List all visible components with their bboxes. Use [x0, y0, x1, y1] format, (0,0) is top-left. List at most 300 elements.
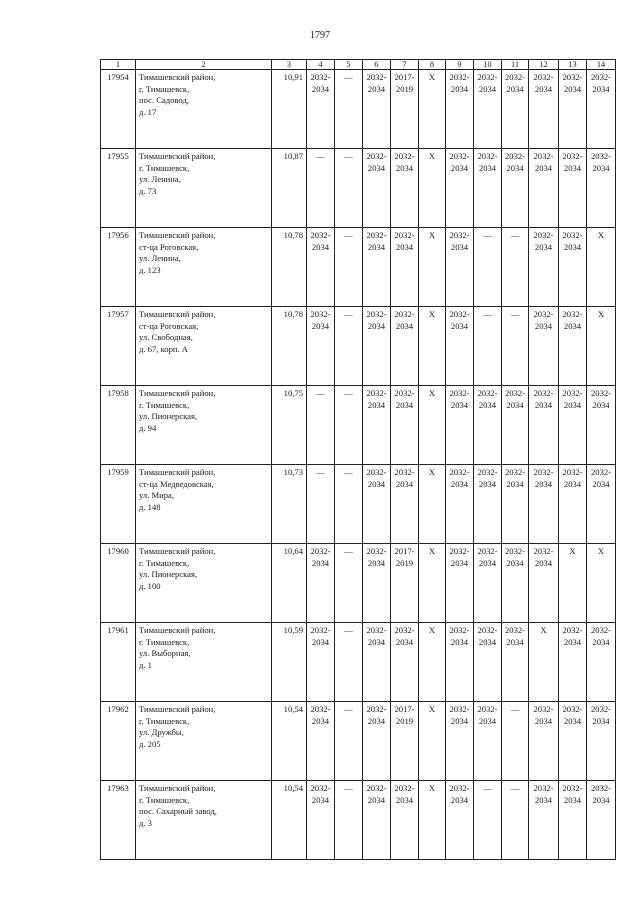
period-cell	[363, 544, 391, 623]
period-cell	[502, 386, 529, 465]
period-cell	[474, 702, 502, 781]
area-cell: 10,73	[272, 465, 307, 544]
column-header: 10	[474, 60, 502, 70]
address-cell	[136, 465, 272, 544]
record-number: 17954	[101, 70, 136, 149]
address-cell	[136, 307, 272, 386]
area-cell: 10,75	[272, 386, 307, 465]
period-value: —	[510, 309, 520, 319]
period-cell	[307, 70, 335, 149]
period-value: 2032-	[449, 230, 470, 240]
table-row	[101, 702, 616, 781]
period-cell	[502, 623, 529, 702]
address-line: ул. Дружбы,	[139, 727, 184, 737]
period-cell	[587, 544, 616, 623]
address-line: д. 1	[139, 659, 152, 670]
period-cell	[529, 149, 559, 228]
period-value: 2034	[534, 162, 553, 173]
period-cell	[559, 228, 587, 307]
period-value: 2032-	[562, 151, 583, 161]
period-value: 2032-	[394, 625, 415, 635]
period-cell	[559, 386, 587, 465]
period-value: 2034	[478, 162, 497, 173]
column-header: 13	[559, 60, 587, 70]
period-value: 2032-	[477, 72, 498, 82]
period-value: 2034	[563, 478, 582, 489]
address-line: ул. Свободная,	[139, 332, 193, 342]
period-value: 2034	[478, 83, 497, 94]
period-value: 2032-	[533, 783, 554, 793]
period-value: 2032-	[394, 230, 415, 240]
period-cell	[335, 386, 363, 465]
period-value: 2034	[534, 557, 553, 568]
period-value: 2034	[506, 557, 524, 568]
period-cell	[502, 307, 529, 386]
period-value: 2032-	[504, 467, 526, 477]
period-value: 2032-	[366, 783, 387, 793]
address-line: Тимашевский район,	[139, 151, 216, 161]
period-value: —	[344, 230, 353, 240]
period-cell	[587, 307, 616, 386]
address-cell	[136, 228, 272, 307]
period-cell	[363, 465, 391, 544]
period-value: 2032-	[477, 546, 498, 556]
period-value: —	[316, 151, 325, 161]
table-row	[101, 623, 616, 702]
period-cell	[335, 307, 363, 386]
table-row	[101, 228, 616, 307]
period-value: 2032-	[590, 625, 612, 635]
period-cell	[307, 544, 335, 623]
period-cell	[559, 544, 587, 623]
address-line: д. 100	[139, 580, 161, 591]
period-value: 2034	[592, 636, 610, 647]
period-cell	[419, 465, 446, 544]
period-value: 2034	[367, 83, 386, 94]
period-value: 2034	[478, 478, 497, 489]
period-cell	[335, 544, 363, 623]
period-value: 2034	[478, 399, 497, 410]
period-cell	[474, 228, 502, 307]
address-line: пос. Садовод,	[139, 95, 190, 105]
period-cell	[446, 307, 474, 386]
record-number: 17961	[101, 623, 136, 702]
period-cell	[419, 228, 446, 307]
period-cell	[587, 149, 616, 228]
period-cell	[587, 386, 616, 465]
period-cell	[529, 307, 559, 386]
period-value: 2017-	[394, 546, 415, 556]
period-value: 2032-	[366, 625, 387, 635]
period-value: X	[428, 309, 436, 319]
period-value: 2032-	[533, 704, 554, 714]
period-value: 2034	[450, 83, 469, 94]
period-value: 2034	[367, 162, 386, 173]
period-cell	[474, 307, 502, 386]
period-value: 2032-	[366, 546, 387, 556]
period-cell	[307, 149, 335, 228]
address-line: ст-ца Роговская,	[139, 241, 199, 252]
period-value: 2034	[450, 636, 469, 647]
address-line: Тимашевский район,	[139, 388, 216, 398]
period-value: 2032-	[590, 151, 612, 161]
period-value: 2034	[395, 636, 414, 647]
period-value: 2034	[367, 794, 386, 805]
period-value: X	[428, 151, 436, 161]
period-cell	[335, 70, 363, 149]
period-value: 2032-	[533, 230, 554, 240]
period-cell	[474, 781, 502, 860]
period-value: 2034	[563, 241, 582, 252]
column-header: 1	[101, 60, 136, 70]
period-value: 2032-	[366, 230, 387, 240]
address-cell	[136, 623, 272, 702]
period-value: 2032-	[477, 151, 498, 161]
period-cell	[307, 386, 335, 465]
period-value: 2017-	[394, 704, 415, 714]
address-line: д. 148	[139, 501, 161, 512]
period-value: 2032-	[504, 625, 526, 635]
period-cell	[391, 70, 419, 149]
period-value: 2032-	[449, 151, 470, 161]
period-cell	[419, 70, 446, 149]
period-cell	[446, 386, 474, 465]
period-cell	[587, 228, 616, 307]
column-header: 5	[335, 60, 363, 70]
period-cell	[391, 702, 419, 781]
record-number: 17957	[101, 307, 136, 386]
record-number: 17962	[101, 702, 136, 781]
period-value: 2032-	[533, 151, 554, 161]
period-value: 2034	[311, 241, 330, 252]
period-cell	[391, 307, 419, 386]
period-value: 2032-	[394, 309, 415, 319]
period-value: 2032-	[477, 625, 498, 635]
period-cell	[474, 465, 502, 544]
period-value: 2032-	[504, 72, 526, 82]
period-cell	[335, 228, 363, 307]
period-value: 2034	[506, 162, 524, 173]
period-value: —	[344, 783, 353, 793]
period-value: 2032-	[477, 704, 498, 714]
address-line: ул. Мира,	[139, 490, 175, 500]
period-cell	[446, 228, 474, 307]
period-value: 2034	[450, 162, 469, 173]
period-value: 2032-	[504, 388, 526, 398]
period-cell	[559, 623, 587, 702]
period-value: 2032-	[477, 467, 498, 477]
period-cell	[474, 544, 502, 623]
address-line: Тимашевский район,	[139, 783, 216, 793]
address-line: Тимашевский район,	[139, 72, 216, 82]
period-value: 2034	[592, 478, 610, 489]
period-value: —	[510, 783, 520, 793]
period-value: 2019	[395, 715, 414, 726]
period-cell	[474, 623, 502, 702]
column-header: 7	[391, 60, 419, 70]
period-value: 2032-	[310, 704, 331, 714]
period-value: —	[483, 783, 492, 793]
period-value: 2034	[534, 478, 553, 489]
period-cell	[529, 702, 559, 781]
period-value: —	[344, 546, 353, 556]
period-value: —	[344, 309, 353, 319]
period-value: 2032-	[449, 783, 470, 793]
period-value: 2034	[395, 399, 414, 410]
period-cell	[446, 70, 474, 149]
period-value: 2032-	[394, 783, 415, 793]
period-cell	[307, 307, 335, 386]
period-cell	[363, 623, 391, 702]
period-value: 2034	[563, 162, 582, 173]
period-cell	[502, 228, 529, 307]
period-value: —	[344, 625, 353, 635]
period-value: 2032-	[533, 546, 554, 556]
period-value: —	[510, 704, 520, 714]
period-value: 2034	[506, 636, 524, 647]
area-cell: 10,87	[272, 149, 307, 228]
period-value: X	[428, 72, 436, 82]
record-number: 17958	[101, 386, 136, 465]
address-line: г. Тимашевск,	[139, 794, 190, 805]
period-value: 2032-	[562, 783, 583, 793]
area-cell: 10,54	[272, 702, 307, 781]
period-cell	[391, 386, 419, 465]
period-cell	[335, 702, 363, 781]
period-cell	[307, 623, 335, 702]
period-cell	[419, 307, 446, 386]
address-line: Тимашевский район,	[139, 230, 216, 240]
period-cell	[391, 465, 419, 544]
period-cell	[502, 149, 529, 228]
period-cell	[529, 228, 559, 307]
period-value: 2032-	[310, 309, 331, 319]
period-cell	[587, 623, 616, 702]
period-cell	[307, 781, 335, 860]
period-value: 2032-	[366, 151, 387, 161]
period-value: X	[428, 783, 436, 793]
period-value: 2032-	[449, 546, 470, 556]
period-value: 2034	[395, 478, 414, 489]
period-cell	[335, 781, 363, 860]
period-value: 2034	[311, 83, 330, 94]
period-value: 2034	[450, 241, 469, 252]
period-cell	[363, 386, 391, 465]
period-value: 2032-	[590, 704, 612, 714]
period-cell	[474, 149, 502, 228]
period-value: X	[428, 625, 436, 635]
period-cell	[529, 544, 559, 623]
address-line: ул. Выборная,	[139, 648, 191, 658]
period-cell	[363, 149, 391, 228]
period-value: 2034	[534, 241, 553, 252]
period-value: 2019	[395, 557, 414, 568]
record-number: 17955	[101, 149, 136, 228]
period-value: 2034	[367, 320, 386, 331]
period-value: 2032-	[449, 704, 470, 714]
period-value: 2034	[563, 715, 582, 726]
period-value: 2034	[563, 636, 582, 647]
period-value: —	[344, 151, 353, 161]
period-value: 2034	[450, 715, 469, 726]
period-value: 2034	[311, 557, 330, 568]
area-cell: 10,91	[272, 70, 307, 149]
period-value: 2032-	[366, 467, 387, 477]
period-value: —	[316, 388, 325, 398]
column-header: 9	[446, 60, 474, 70]
period-cell	[529, 386, 559, 465]
period-cell	[391, 544, 419, 623]
period-value: 2032-	[310, 546, 331, 556]
period-value: 2032-	[562, 704, 583, 714]
table-row	[101, 70, 616, 149]
period-value: 2032-	[394, 388, 415, 398]
table-row	[101, 544, 616, 623]
address-line: Тимашевский район,	[139, 309, 216, 319]
period-value: 2019	[395, 83, 414, 94]
period-cell	[391, 781, 419, 860]
address-cell	[136, 702, 272, 781]
period-cell	[587, 70, 616, 149]
period-cell	[474, 386, 502, 465]
period-value: 2034	[563, 794, 582, 805]
registry-table	[100, 59, 616, 860]
period-value: 2032-	[394, 151, 415, 161]
period-value: X	[597, 546, 605, 556]
period-value: 2034	[592, 399, 610, 410]
period-cell	[559, 702, 587, 781]
period-value: 2032-	[562, 625, 583, 635]
address-cell	[136, 544, 272, 623]
period-value: X	[428, 388, 436, 398]
period-value: 2032-	[533, 467, 554, 477]
period-cell	[446, 465, 474, 544]
period-cell	[529, 70, 559, 149]
period-value: 2034	[478, 715, 497, 726]
period-value: 2034	[534, 715, 553, 726]
period-cell	[502, 781, 529, 860]
period-cell	[587, 465, 616, 544]
period-cell	[335, 465, 363, 544]
period-cell	[529, 623, 559, 702]
area-cell: 10,64	[272, 544, 307, 623]
address-line: ул. Ленина,	[139, 253, 181, 263]
period-value: 2032-	[449, 388, 470, 398]
period-value: —	[316, 467, 325, 477]
period-cell	[559, 781, 587, 860]
period-value: 2032-	[562, 309, 583, 319]
address-cell	[136, 386, 272, 465]
period-cell	[363, 307, 391, 386]
period-value: —	[344, 388, 353, 398]
address-line: ул. Ленина,	[139, 174, 181, 184]
period-cell	[307, 465, 335, 544]
record-number: 17959	[101, 465, 136, 544]
period-value: X	[597, 309, 605, 319]
address-line: Тимашевский район,	[139, 704, 216, 714]
table-row	[101, 781, 616, 860]
period-value: 2032-	[366, 704, 387, 714]
address-line: Тимашевский район,	[139, 625, 216, 635]
period-value: 2034	[367, 715, 386, 726]
period-cell	[559, 149, 587, 228]
period-cell	[502, 70, 529, 149]
period-value: 2032-	[590, 783, 612, 793]
address-line: ул. Пионерская,	[139, 569, 198, 579]
period-cell	[529, 465, 559, 544]
address-line: г. Тимашевск,	[139, 83, 190, 94]
period-cell	[391, 149, 419, 228]
period-value: 2034	[311, 636, 330, 647]
period-value: 2034	[450, 478, 469, 489]
period-value: 2034	[450, 557, 469, 568]
period-cell	[307, 702, 335, 781]
period-value: 2034	[395, 241, 414, 252]
period-value: X	[428, 546, 436, 556]
period-value: 2034	[592, 83, 610, 94]
period-value: 2034	[367, 241, 386, 252]
period-value: 2034	[367, 636, 386, 647]
period-cell	[446, 623, 474, 702]
period-value: 2034	[311, 794, 330, 805]
period-value: 2032-	[533, 388, 554, 398]
period-value: 2032-	[504, 151, 526, 161]
period-value: 2032-	[310, 72, 331, 82]
page-number: 1797	[310, 30, 330, 41]
record-number: 17963	[101, 781, 136, 860]
period-value: 2034	[450, 399, 469, 410]
area-cell: 10,78	[272, 228, 307, 307]
column-header: 6	[363, 60, 391, 70]
period-value: —	[483, 309, 492, 319]
period-cell	[559, 307, 587, 386]
period-value: 2034	[395, 794, 414, 805]
address-line: г. Тимашевск,	[139, 557, 190, 568]
period-value: —	[344, 467, 353, 477]
period-cell	[559, 465, 587, 544]
period-value: 2034	[395, 162, 414, 173]
period-cell	[363, 781, 391, 860]
period-cell	[587, 781, 616, 860]
column-header: 12	[529, 60, 559, 70]
period-cell	[502, 544, 529, 623]
period-value: 2034	[506, 83, 524, 94]
period-value: 2034	[395, 320, 414, 331]
period-cell	[419, 702, 446, 781]
period-value: X	[540, 625, 547, 635]
address-line: д. 67, корп. А	[139, 343, 188, 354]
record-number: 17956	[101, 228, 136, 307]
period-value: 2032-	[310, 230, 331, 240]
period-cell	[363, 70, 391, 149]
period-value: 2032-	[449, 625, 470, 635]
address-line: д. 17	[139, 106, 157, 117]
period-cell	[363, 228, 391, 307]
period-value: 2032-	[310, 783, 331, 793]
period-value: 2032-	[449, 309, 470, 319]
period-cell	[446, 149, 474, 228]
period-cell	[419, 544, 446, 623]
period-value: 2032-	[590, 388, 612, 398]
table-row	[101, 465, 616, 544]
address-cell	[136, 70, 272, 149]
period-value: 2032-	[590, 467, 612, 477]
period-value: 2034	[534, 320, 553, 331]
address-line: г. Тимашевск,	[139, 636, 190, 647]
address-line: д. 205	[139, 738, 161, 749]
period-value: —	[344, 72, 353, 82]
period-value: 2034	[563, 399, 582, 410]
